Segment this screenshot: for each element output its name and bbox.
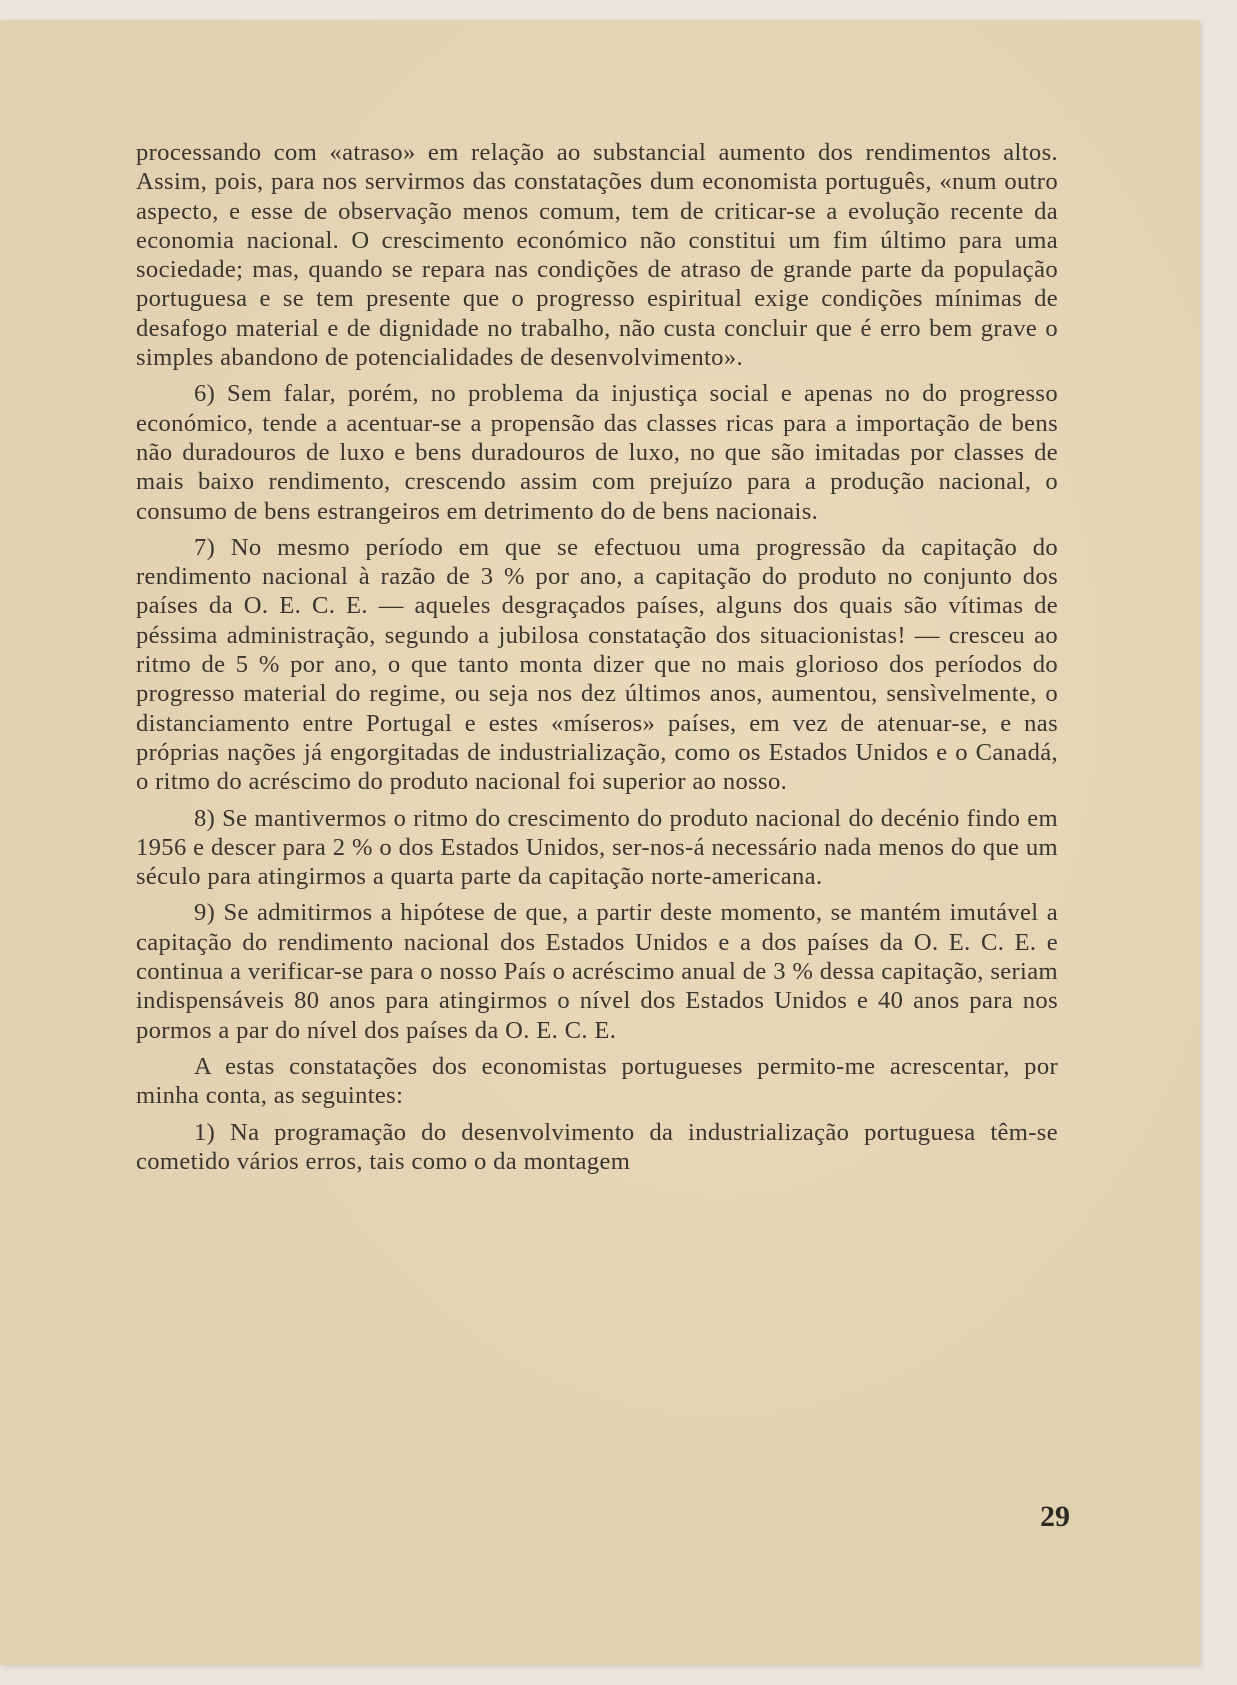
paragraph-point-9: 9) Se admitirmos a hipótese de que, a partir deste momento, se mantém imutável a capitação do rendimento nacional dos Estados Unidos e a dos países da O. E. C. E. e continua a verificar-se para o nosso País o acréscimo anual de 3 % dessa capitação, seriam indispensáveis 80 anos para atingirmos o nível dos Estados Unidos e 40 anos para nos pormos a par do nível dos países da O. E. C. E. <box>136 899 1058 1044</box>
body-text <box>136 138 1058 1183</box>
paragraph-point-7: 7) No mesmo período em que se efectuou uma progressão da capitação do rendimento nacional à razão de 3 % por ano, a capitação do produto no conjunto dos países da O. E. C. E. — aqueles desgraçados países, alguns dos quais são vítimas de péssima administração, segundo a jubilosa constatação dos situacionistas! — cresceu ao ritmo de 5 % por ano, o que tanto monta dizer que no mais glorioso dos períodos do progresso material do regime, ou seja nos dez últimos anos, aumentou, sensìvelmente, o distanciamento entre Portugal e estes «míseros» países, em vez de atenuar-se, e nas próprias nações já engorgitadas de industrialização, como os Estados Unidos e o Canadá, o ritmo do acréscimo do produto nacional foi superior ao nosso. <box>136 533 1058 796</box>
paragraph-point-1: 1) Na programação do desenvolvimento da industrialização portuguesa têm-se cometido vários erros, tais como o da montagem <box>136 1118 1058 1175</box>
paragraph-point-6: 6) Sem falar, porém, no problema da injustiça social e apenas no do progresso económico, tende a acentuar-se a propensão das classes ricas para a importação de bens não duradouros de luxo e bens duradouros de luxo, no que são imitadas por classes de mais baixo rendimento, crescendo assim com prejuízo para a produção nacional, o consumo de bens estrangeiros em detrimento do de bens nacionais. <box>136 380 1058 525</box>
page-number: 29 <box>1040 1500 1070 1533</box>
paragraph-continuation: processando com «atraso» em relação ao substancial aumento dos rendimentos altos. Assim, pois, para nos servirmos das constatações dum economista português, «num outro aspecto, e esse de observação menos comum, tem de criticar-se a evolução recente da economia nacional. O crescimento económico não constitui um fim último para uma sociedade; mas, quando se repara nas condições de atraso de grande parte da população portuguesa e se tem presente que o progresso espiritual exige condições mínimas de desafogo material e de dignidade no trabalho, não custa concluir que é erro bem grave o simples abandono de potencialidades de desenvolvimento». <box>136 139 1058 372</box>
paragraph-point-8: 8) Se mantivermos o ritmo do crescimento do produto nacional do decénio findo em 1956 e descer para 2 % o dos Estados Unidos, ser-nos-á necessário nada menos do que um século para atingirmos a quarta parte da capitação norte-americana. <box>136 804 1058 891</box>
paragraph-author-additions: A estas constatações dos economistas portugueses permito-me acrescentar, por minha conta, as seguintes: <box>136 1052 1058 1110</box>
